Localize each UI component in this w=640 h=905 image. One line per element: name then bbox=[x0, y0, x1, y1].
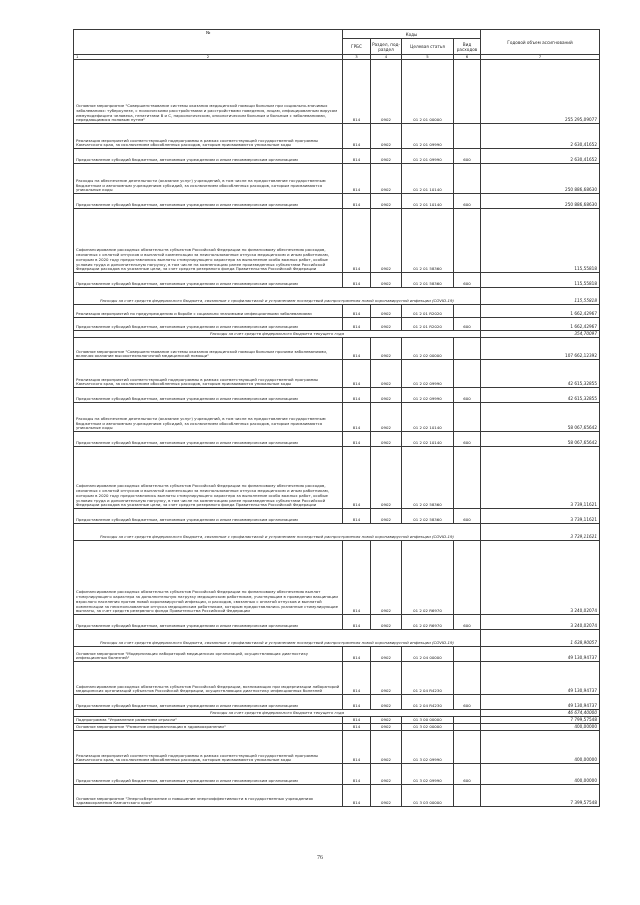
table-row bbox=[74, 388, 600, 403]
row-name: Предоставление субсидий бюджетным, автономным учреждениям и иным некоммерческим организациям bbox=[74, 194, 343, 209]
column-number: 1 bbox=[76, 54, 79, 59]
row-csr: 01 2 02 R6970 bbox=[402, 615, 454, 630]
table-row bbox=[74, 164, 600, 194]
row-grbs: 814 bbox=[343, 388, 371, 403]
row-razdel: 0902 bbox=[371, 388, 402, 403]
table-row bbox=[74, 403, 600, 432]
row-csr: 01 2 01 R2020 bbox=[402, 318, 454, 331]
row-csr: 01 2 01 58360 bbox=[402, 273, 454, 288]
row-amount: 3 739,11621 bbox=[481, 447, 600, 509]
row-name: Реализация мероприятий соответствующей подпрограммы в рамках соответствующей государственной программы Камчатского края, за исключением обособленных расходов, которым присваиваются уникальные коды bbox=[74, 360, 343, 388]
row-razdel: 0902 bbox=[371, 305, 402, 318]
row-amount: 2 630,41652 bbox=[481, 149, 600, 164]
row-razdel: 0902 bbox=[371, 338, 402, 360]
row-grbs: 814 bbox=[343, 209, 371, 273]
row-csr: 01 2 02 58360 bbox=[402, 447, 454, 509]
row-name: Основное мероприятие "Совершенствование системы оказания медицинской помощи больным при социально-значимых заболеваниях: туберкулезе, с психическими расстройствами и расстройствами поведения, лицам, инфицированным вирусом иммунодефицита человека, гепатитами В и С, наркологическим, онкологическим больным и больным с заболеваниями, передающимися половым путем" bbox=[74, 60, 343, 124]
row-amount: 107 662,12392 bbox=[481, 338, 600, 360]
row-csr: 01 2 01 09990 bbox=[402, 124, 454, 149]
row-name: Основное мероприятие "Энергосбережение и повышение энергоэффективности в государственных учреждениях здравоохранения Камчатского края" bbox=[74, 785, 343, 807]
row-amount: 42 615,32855 bbox=[481, 360, 600, 388]
row-amount: 1 662,42967 bbox=[481, 305, 600, 318]
row-amount: 115,55818 bbox=[481, 273, 600, 288]
table-row bbox=[74, 305, 600, 318]
table-row bbox=[74, 149, 600, 164]
table-row bbox=[74, 432, 600, 447]
row-csr: 01 2 04 R4230 bbox=[402, 695, 454, 710]
row-vr bbox=[454, 662, 481, 695]
row-vr bbox=[454, 60, 481, 124]
row-name: Основное мероприятие "Развитие информатизации в здравоохранении" bbox=[74, 724, 343, 731]
row-vr bbox=[454, 360, 481, 388]
row-amount: 58 067,65642 bbox=[481, 432, 600, 447]
table-note-row bbox=[74, 288, 600, 305]
row-grbs: 814 bbox=[343, 432, 371, 447]
row-name: Предоставление субсидий бюджетным, автономным учреждениям и иным некоммерческим организациям bbox=[74, 432, 343, 447]
row-name: Расходы за счет средств федерального бюджета, связанные с профилактикой и устранением последствий распространения новой коронавирусной инфекции (COVID-19) bbox=[74, 524, 481, 541]
row-grbs: 814 bbox=[343, 447, 371, 509]
row-amount: 7 399,57548 bbox=[481, 785, 600, 807]
row-amount: 3 739,11621 bbox=[481, 509, 600, 524]
row-csr: 01 2 02 09990 bbox=[402, 388, 454, 403]
row-grbs: 814 bbox=[343, 662, 371, 695]
row-amount: 49 130,94737 bbox=[481, 695, 600, 710]
row-amount: 250 886,68630 bbox=[481, 164, 600, 194]
header-number-sign: № bbox=[205, 30, 211, 35]
table-row bbox=[74, 717, 600, 724]
row-razdel: 0902 bbox=[371, 432, 402, 447]
row-csr: 01 2 04 00000 bbox=[402, 647, 454, 662]
table-row bbox=[74, 724, 600, 731]
table-header bbox=[74, 30, 600, 60]
row-vr bbox=[454, 785, 481, 807]
row-grbs: 814 bbox=[343, 717, 371, 724]
row-csr: 01 2 01 10140 bbox=[402, 194, 454, 209]
row-razdel: 0902 bbox=[371, 60, 402, 124]
table-row bbox=[74, 509, 600, 524]
row-razdel: 0902 bbox=[371, 360, 402, 388]
row-razdel: 0902 bbox=[371, 724, 402, 731]
row-razdel: 0902 bbox=[371, 764, 402, 785]
header-csr: Целевая статья bbox=[402, 39, 454, 55]
row-amount: 3 739,11621 bbox=[481, 524, 600, 541]
row-razdel: 0902 bbox=[371, 149, 402, 164]
row-vr: 600 bbox=[454, 432, 481, 447]
row-csr: 01 2 04 R4230 bbox=[402, 662, 454, 695]
row-csr: 01 2 02 10140 bbox=[402, 403, 454, 432]
row-vr bbox=[454, 338, 481, 360]
row-vr bbox=[454, 124, 481, 149]
row-vr bbox=[454, 209, 481, 273]
row-csr: 01 3 00 00000 bbox=[402, 717, 454, 724]
row-name: Реализация мероприятий соответствующей подпрограммы в рамках соответствующей государственной программы Камчатского края, за исключением обособленных расходов, которым присваиваются уникальные коды bbox=[74, 124, 343, 149]
row-name: Реализация мероприятий соответствующей подпрограммы в рамках соответствующей государственной программы Камчатского края, за исключением обособленных расходов, которым присваиваются уникальные коды bbox=[74, 731, 343, 764]
table-row bbox=[74, 209, 600, 273]
row-csr: 01 3 02 09990 bbox=[402, 731, 454, 764]
row-amount: 46 674,40000 bbox=[481, 710, 600, 717]
row-amount: 58 067,65642 bbox=[481, 403, 600, 432]
row-name: Предоставление субсидий бюджетным, автономным учреждениям и иным некоммерческим организациям bbox=[74, 764, 343, 785]
row-razdel: 0902 bbox=[371, 209, 402, 273]
row-name: Предоставление субсидий бюджетным, автономным учреждениям и иным некоммерческим организациям bbox=[74, 273, 343, 288]
table-row bbox=[74, 60, 600, 124]
header-razdel: Раздел, под-раздел bbox=[371, 39, 402, 55]
row-amount: 354,70097 bbox=[481, 331, 600, 338]
row-csr: 01 3 02 09990 bbox=[402, 764, 454, 785]
row-name: Софинансирование расходных обязательств субъектов Российской Федерации по финансовому обеспечению выплат стимулирующего характера за дополнительную нагрузку медицинским работникам, участвующим в проведении вакцинации взрослого населения против новой коронавирусной инфекции, и расходов, связанных с оплатой отпусков и выплатой компенсации за неиспользованные отпуска медицинским работникам, которым предоставлялись указанные стимулирующие выплаты, за счет средств резервного фонда Правительства Российской Федерации bbox=[74, 541, 343, 615]
row-vr: 600 bbox=[454, 273, 481, 288]
row-name: Предоставление субсидий бюджетным, автономным учреждениям и иным некоммерческим организациям bbox=[74, 388, 343, 403]
row-razdel: 0902 bbox=[371, 695, 402, 710]
row-vr bbox=[454, 403, 481, 432]
row-name: Основное мероприятие "Совершенствование системы оказания медицинской помощи больным прочими заболеваниями, включая оказание высокотехнологичной медицинской помощи" bbox=[74, 338, 343, 360]
row-grbs: 814 bbox=[343, 615, 371, 630]
header-amount: Годовой объем ассигнований bbox=[481, 30, 600, 55]
column-number: 4 bbox=[371, 55, 402, 60]
column-number: 2 bbox=[206, 54, 210, 59]
row-amount: 115,55818 bbox=[481, 209, 600, 273]
row-razdel: 0902 bbox=[371, 318, 402, 331]
row-grbs: 814 bbox=[343, 509, 371, 524]
row-razdel: 0902 bbox=[371, 273, 402, 288]
row-amount: 255 295,09077 bbox=[481, 60, 600, 124]
budget-table bbox=[73, 29, 600, 807]
row-grbs: 814 bbox=[343, 60, 371, 124]
table-row bbox=[74, 662, 600, 695]
row-grbs: 814 bbox=[343, 124, 371, 149]
row-amount: 115,55818 bbox=[481, 288, 600, 305]
row-csr: 01 2 02 58360 bbox=[402, 509, 454, 524]
row-vr bbox=[454, 164, 481, 194]
row-grbs: 814 bbox=[343, 403, 371, 432]
row-razdel: 0902 bbox=[371, 717, 402, 724]
row-name: Подпрограмма "Управление развитием отрасли" bbox=[74, 717, 343, 724]
row-csr: 01 2 01 00000 bbox=[402, 60, 454, 124]
row-name: Софинансирование расходных обязательств субъектов Российской Федерации по финансовому обеспечению расходов, связанных с оплатой отпусков и выплатой компенсации за неиспользованные отпуска медицинским и иным работникам, которым в 2020 году предоставлялись выплаты стимулирующего характера за выполнение особо важных работ, особые условия труда и дополнительную нагрузку, в том числе на компенсацию ранее произведенных субъектами Российской Федерации расходов на указанные цели, за счет средств резервного фонда Правительства Российской Федерации bbox=[74, 209, 343, 273]
row-name: Предоставление субсидий бюджетным, автономным учреждениям и иным некоммерческим организациям bbox=[74, 318, 343, 331]
row-amount: 400,00000 bbox=[481, 764, 600, 785]
header-name-cell bbox=[74, 30, 343, 55]
table-row bbox=[74, 695, 600, 710]
budget-sheet bbox=[73, 29, 599, 807]
row-name: Софинансирование расходных обязательств субъектов Российской Федерации по финансовому обеспечению расходов, связанных с оплатой отпусков и выплатой компенсации за неиспользованные отпуска медицинским и иным работникам, которым в 2020 году предоставлялись выплаты стимулирующего характера за выполнение особо важных работ, особые условия труда и дополнительную нагрузку, в том числе на компенсацию ранее произведенных субъектами Российской Федерации расходов на указанные цели, за счет средств резервного фонда Правительства Российской Федерации bbox=[74, 447, 343, 509]
row-grbs: 814 bbox=[343, 149, 371, 164]
row-razdel: 0902 bbox=[371, 447, 402, 509]
table-note-row bbox=[74, 710, 600, 717]
row-razdel: 0902 bbox=[371, 194, 402, 209]
row-name: Предоставление субсидий бюджетным, автономным учреждениям и иным некоммерческим организациям bbox=[74, 615, 343, 630]
row-amount: 250 886,68630 bbox=[481, 194, 600, 209]
table-row bbox=[74, 124, 600, 149]
row-name: Предоставление субсидий бюджетным, автономным учреждениям и иным некоммерческим организациям bbox=[74, 509, 343, 524]
row-amount: 7 799,57548 bbox=[481, 717, 600, 724]
row-vr bbox=[454, 731, 481, 764]
row-csr: 01 2 01 09990 bbox=[402, 149, 454, 164]
table-row bbox=[74, 360, 600, 388]
row-razdel: 0902 bbox=[371, 647, 402, 662]
row-grbs: 814 bbox=[343, 305, 371, 318]
row-razdel: 0902 bbox=[371, 541, 402, 615]
column-number: 6 bbox=[454, 55, 481, 60]
table-body bbox=[74, 60, 600, 807]
row-vr: 600 bbox=[454, 318, 481, 331]
row-csr: 01 3 03 00000 bbox=[402, 785, 454, 807]
header-grbs: ГРБС bbox=[343, 39, 371, 55]
row-vr: 600 bbox=[454, 615, 481, 630]
row-csr: 01 2 02 09990 bbox=[402, 360, 454, 388]
table-row bbox=[74, 541, 600, 615]
row-csr: 01 2 02 00000 bbox=[402, 338, 454, 360]
row-vr: 600 bbox=[454, 194, 481, 209]
table-row bbox=[74, 338, 600, 360]
row-grbs: 814 bbox=[343, 647, 371, 662]
row-grbs: 814 bbox=[343, 194, 371, 209]
row-amount: 49 130,94737 bbox=[481, 662, 600, 695]
column-number-1-2 bbox=[74, 55, 343, 60]
table-note-row bbox=[74, 524, 600, 541]
row-name: Расходы на обеспечение деятельности (оказание услуг) учреждений, в том числе на предоставление государственным бюджетным и автономным учреждениям субсидий, за исключением обособленных расходов, которым присваиваются уникальные коды bbox=[74, 164, 343, 194]
row-amount: 400,00000 bbox=[481, 731, 600, 764]
row-amount: 49 130,94737 bbox=[481, 647, 600, 662]
table-row bbox=[74, 764, 600, 785]
row-razdel: 0902 bbox=[371, 615, 402, 630]
row-amount: 400,00000 bbox=[481, 724, 600, 731]
table-note-row bbox=[74, 630, 600, 647]
row-grbs: 814 bbox=[343, 695, 371, 710]
row-razdel: 0902 bbox=[371, 509, 402, 524]
row-amount: 1 638,90057 bbox=[481, 630, 600, 647]
table-row bbox=[74, 194, 600, 209]
row-vr: 600 bbox=[454, 149, 481, 164]
page-number: 76 bbox=[317, 855, 323, 861]
row-vr bbox=[454, 447, 481, 509]
header-vr: Вид расходов bbox=[454, 39, 481, 55]
row-grbs: 814 bbox=[343, 318, 371, 331]
row-amount: 3 240,02074 bbox=[481, 615, 600, 630]
row-csr: 01 2 01 R2020 bbox=[402, 305, 454, 318]
row-razdel: 0902 bbox=[371, 731, 402, 764]
header-codes: Коды bbox=[343, 30, 481, 39]
table-row bbox=[74, 273, 600, 288]
table-row bbox=[74, 647, 600, 662]
row-vr: 600 bbox=[454, 388, 481, 403]
row-name: Расходы за счет средств федерального бюджета текущего года bbox=[74, 710, 481, 717]
column-number: 7 bbox=[481, 55, 600, 60]
row-razdel: 0902 bbox=[371, 164, 402, 194]
table-row bbox=[74, 615, 600, 630]
row-vr bbox=[454, 647, 481, 662]
row-name: Предоставление субсидий бюджетным, автономным учреждениям и иным некоммерческим организациям bbox=[74, 695, 343, 710]
table-note-row bbox=[74, 331, 600, 338]
row-amount: 1 662,42967 bbox=[481, 318, 600, 331]
row-grbs: 814 bbox=[343, 273, 371, 288]
row-name: Софинансирование расходных обязательств субъектов Российской Федерации, возникающих при модернизации лабораторий медицинских организаций субъектов Российской Федерации, осуществляющих диагностику инфекционных болезней bbox=[74, 662, 343, 695]
row-name: Расходы за счет средств федерального бюджета текущего года bbox=[74, 331, 481, 338]
row-name: Предоставление субсидий бюджетным, автономным учреждениям и иным некоммерческим организациям bbox=[74, 149, 343, 164]
row-grbs: 814 bbox=[343, 764, 371, 785]
row-razdel: 0902 bbox=[371, 124, 402, 149]
row-csr: 01 2 02 10140 bbox=[402, 432, 454, 447]
table-row bbox=[74, 785, 600, 807]
row-grbs: 814 bbox=[343, 338, 371, 360]
row-vr: 600 bbox=[454, 509, 481, 524]
row-name: Расходы за счет средств федерального бюджета, связанные с профилактикой и устранением последствий распространения новой коронавирусной инфекции (COVID-19) bbox=[74, 630, 481, 647]
row-razdel: 0902 bbox=[371, 662, 402, 695]
row-vr bbox=[454, 724, 481, 731]
row-vr bbox=[454, 305, 481, 318]
column-number: 5 bbox=[402, 55, 454, 60]
row-name: Основное мероприятие "Модернизация лабораторий медицинских организаций, осуществляющих диагностику инфекционных болезней" bbox=[74, 647, 343, 662]
row-csr: 01 3 02 00000 bbox=[402, 724, 454, 731]
row-grbs: 814 bbox=[343, 731, 371, 764]
row-amount: 42 615,32855 bbox=[481, 388, 600, 403]
column-number: 3 bbox=[343, 55, 371, 60]
row-razdel: 0902 bbox=[371, 403, 402, 432]
row-razdel: 0902 bbox=[371, 785, 402, 807]
row-name: Расходы за счет средств федерального бюджета, связанные с профилактикой и устранением последствий распространения новой коронавирусной инфекции (COVID-19) bbox=[74, 288, 481, 305]
table-row bbox=[74, 318, 600, 331]
table-row bbox=[74, 447, 600, 509]
row-grbs: 814 bbox=[343, 164, 371, 194]
row-grbs: 814 bbox=[343, 360, 371, 388]
row-vr bbox=[454, 541, 481, 615]
row-amount: 2 630,41652 bbox=[481, 124, 600, 149]
row-grbs: 814 bbox=[343, 541, 371, 615]
row-grbs: 814 bbox=[343, 724, 371, 731]
row-csr: 01 2 01 10140 bbox=[402, 164, 454, 194]
table-row bbox=[74, 731, 600, 764]
row-vr: 600 bbox=[454, 764, 481, 785]
row-name: Расходы на обеспечение деятельности (оказание услуг) учреждений, в том числе на предоставление государственным бюджетным и автономным учреждениям субсидий, за исключением обособленных расходов, которым присваиваются уникальные коды bbox=[74, 403, 343, 432]
row-grbs: 814 bbox=[343, 785, 371, 807]
row-csr: 01 2 01 58360 bbox=[402, 209, 454, 273]
row-name: Реализация мероприятий по предупреждению и борьбе с социально значимыми инфекционными заболеваниями bbox=[74, 305, 343, 318]
row-amount: 3 240,02074 bbox=[481, 541, 600, 615]
row-vr: 600 bbox=[454, 695, 481, 710]
row-csr: 01 2 02 R6970 bbox=[402, 541, 454, 615]
row-vr bbox=[454, 717, 481, 724]
